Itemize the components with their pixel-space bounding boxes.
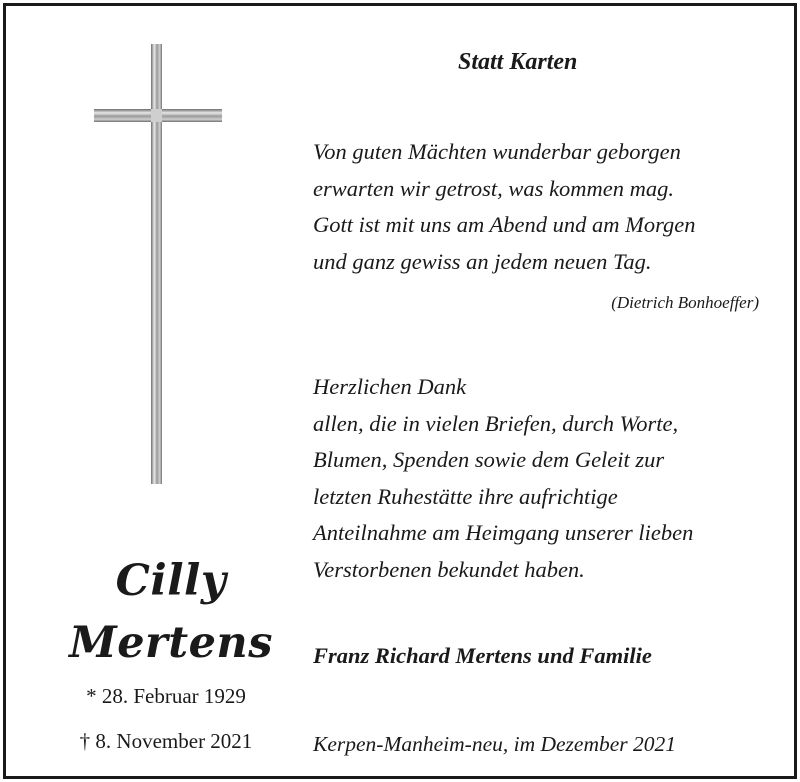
cross-icon (94, 44, 222, 484)
thanks-line: letzten Ruhestätte ihre aufrichtige (313, 483, 618, 509)
thanks-text (313, 369, 693, 588)
poem (313, 134, 696, 280)
heading-statt-karten: Statt Karten (458, 49, 578, 75)
thanks-line: Verstorbenen bekundet haben. (313, 556, 585, 582)
death-date: † 8. November 2021 (79, 729, 253, 753)
poem-attribution: (Dietrich Bonhoeffer) (611, 293, 759, 312)
deceased-first-name: Cilly (115, 556, 227, 606)
poem-line: und ganz gewiss an jedem neuen Tag. (313, 248, 652, 274)
poem-line: Gott ist mit uns am Abend und am Morgen (313, 212, 696, 237)
thanks-line: Blumen, Spenden sowie dem Geleit zur (313, 447, 665, 472)
thanks-line: allen, die in vielen Briefen, durch Worte, (313, 410, 679, 436)
family-signature: Franz Richard Mertens und Familie (313, 643, 652, 668)
birth-date: * 28. Februar 1929 (86, 684, 246, 708)
thanks-line: Herzlichen Dank (313, 374, 467, 399)
poem-line: erwarten wir getrost, was kommen mag. (313, 175, 675, 201)
thanks-line: Anteilnahme am Heimgang unserer lieben (313, 520, 694, 545)
notice-frame (3, 3, 797, 779)
deceased-last-name: Mertens (69, 618, 273, 668)
place-and-date: Kerpen-Manheim-neu, im Dezember 2021 (313, 732, 677, 756)
poem-line: Von guten Mächten wunderbar geborgen (313, 139, 681, 164)
